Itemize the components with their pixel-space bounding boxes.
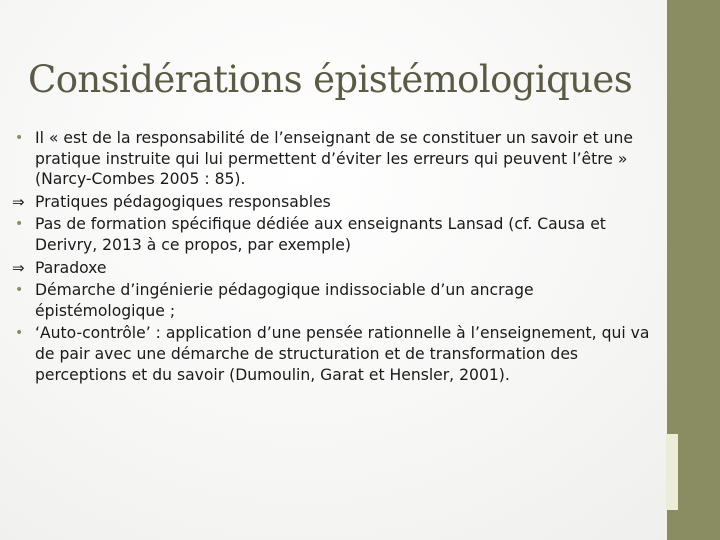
bullet-text: Il « est de la responsabilité de l’enseignant de se constituer un savoir et une pratique instruite qui lui permettent d’éviter les erreurs qui peuvent l’être » (Narcy-Combes 2005 : 85). [35,129,633,189]
arrow-item [12,192,657,213]
slide-body [12,128,657,387]
implies-arrow-icon: ⇒ [12,192,25,211]
bullet-icon: • [15,325,24,342]
decorative-sidebar-tab [666,434,678,510]
arrow-text: Pratiques pédagogiques responsables [35,192,331,211]
arrow-item [12,258,657,279]
bullet-item [15,280,657,321]
bullet-icon: • [15,282,24,299]
bullet-icon: • [15,130,24,146]
bullet-item [15,323,657,385]
bullet-text: Pas de formation spécifique dédiée aux enseignants Lansad (cf. Causa et Derivry, 2013 à ce propos, par exemple) [35,215,606,254]
bullet-icon: • [15,216,24,233]
slide-title: Considérations épistémologiques [28,58,633,101]
arrow-text: Paradoxe [35,258,107,277]
bullet-item [15,128,657,190]
implies-arrow-icon: ⇒ [12,258,25,277]
bullet-text: ‘Auto-contrôle’ : application d’une pensée rationnelle à l’enseignement, qui va de pair avec une démarche de structuration et de transformation des perceptions et du savoir (Dumoulin, Garat et Hensler, 2001). [35,324,650,384]
bullet-item [15,214,657,255]
bullet-text: Démarche d’ingénierie pédagogique indissociable d’un ancrage épistémologique ; [35,281,534,320]
